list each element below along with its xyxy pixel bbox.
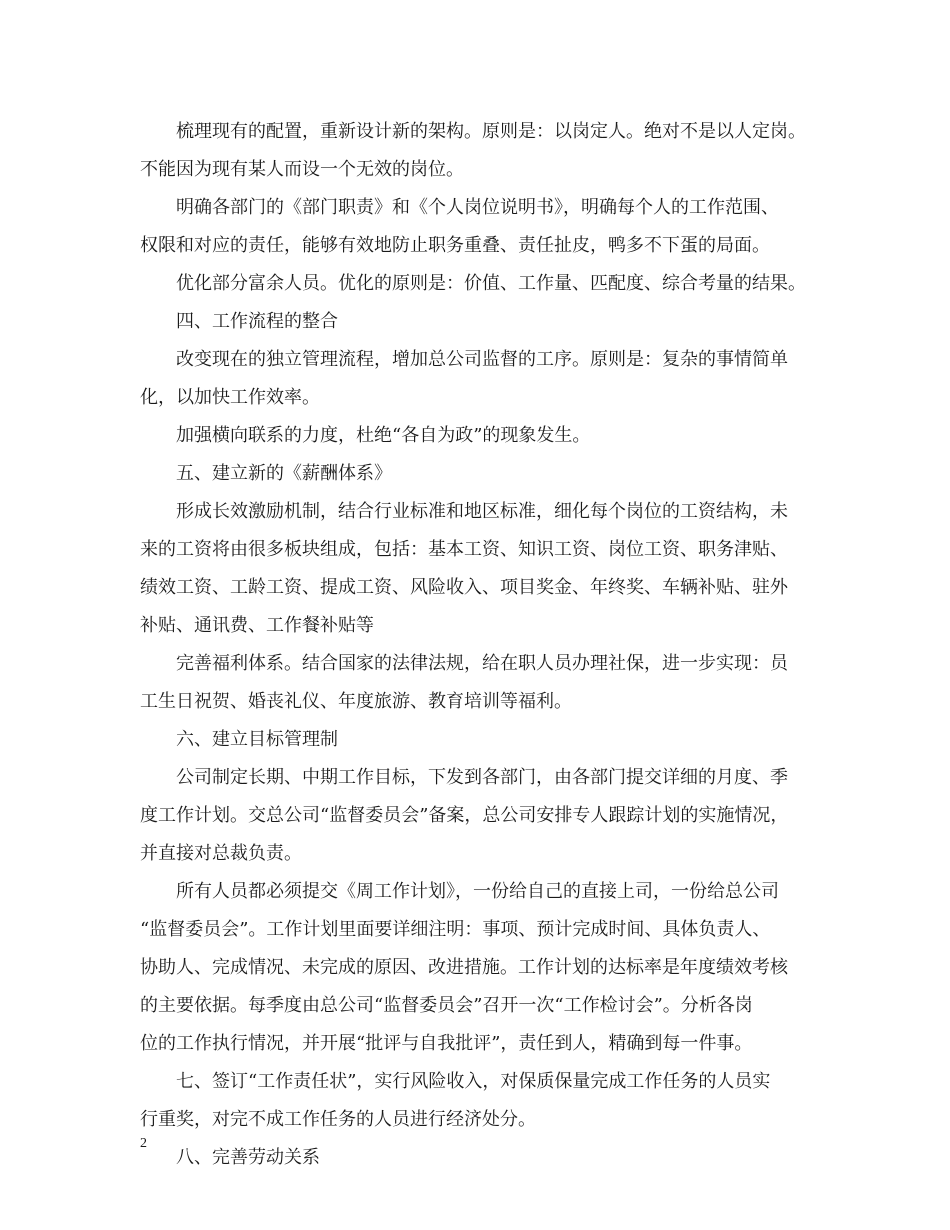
section-heading: 七、签订“工作责任状”，实行风险收入，对保质保量完成工作任务的人员实 [176, 1071, 771, 1092]
paragraph-line: 的主要依据。每季度由总公司“监督委员会”召开一次“工作检讨会”。分析各岗 [140, 995, 753, 1016]
page-number: 2 [140, 1136, 147, 1151]
paragraph-line: 改变现在的独立管理流程，增加总公司监督的工序。原则是：复杂的事情简单 [176, 349, 788, 370]
paragraph-line: 行重奖，对完不成工作任务的人员进行经济处分。 [140, 1109, 536, 1130]
paragraph-line: 绩效工资、工龄工资、提成工资、风险收入、项目奖金、年终奖、车辆补贴、驻外 [140, 577, 788, 598]
paragraph-line: 完善福利体系。结合国家的法律法规，给在职人员办理社保，进一步实现：员 [176, 653, 788, 674]
document-body [140, 113, 820, 1177]
paragraph-line: 加强横向联系的力度，杜绝“各自为政”的现象发生。 [176, 425, 591, 446]
paragraph-line: 来的工资将由很多板块组成，包括：基本工资、知识工资、岗位工资、职务津贴、 [140, 539, 788, 560]
paragraph-line: 所有人员都必须提交《周工作计划》，一份给自己的直接上司，一份给总公司 [176, 881, 779, 902]
paragraph-line: 位的工作执行情况，并开展“批评与自我批评”，责任到人，精确到每一件事。 [140, 1033, 753, 1054]
paragraph-line: 不能因为现有某人而设一个无效的岗位。 [140, 159, 464, 180]
paragraph-line: 并直接对总裁负责。 [140, 843, 302, 864]
paragraph-line: 化，以加快工作效率。 [140, 387, 320, 408]
paragraph-line: 公司制定长期、中期工作目标，下发到各部门，由各部门提交详细的月度、季 [176, 767, 788, 788]
section-heading: 八、完善劳动关系 [176, 1147, 320, 1168]
paragraph-line: 权限和对应的责任，能够有效地防止职务重叠、责任扯皮，鸭多不下蛋的局面。 [140, 235, 770, 256]
paragraph-line: 工生日祝贺、婚丧礼仪、年度旅游、教育培训等福利。 [140, 691, 572, 712]
paragraph-line: “监督委员会”。工作计划里面要详细注明：事项、预计完成时间、具体负责人、 [140, 919, 771, 940]
paragraph-line: 协助人、完成情况、未完成的原因、改进措施。工作计划的达标率是年度绩效考核 [140, 957, 788, 978]
section-heading: 四、工作流程的整合 [176, 311, 338, 332]
paragraph-line: 补贴、通讯费、工作餐补贴等 [140, 615, 374, 636]
paragraph-line: 梳理现有的配置，重新设计新的架构。原则是：以岗定人。绝对不是以人定岗。 [176, 121, 806, 142]
paragraph-line: 形成长效激励机制，结合行业标准和地区标准，细化每个岗位的工资结构，未 [176, 501, 788, 522]
section-heading: 六、建立目标管理制 [176, 729, 338, 750]
paragraph-line: 优化部分富余人员。优化的原则是：价值、工作量、匹配度、综合考量的结果。 [176, 273, 806, 294]
paragraph-line: 明确各部门的《部门职责》和《个人岗位说明书》，明确每个人的工作范围、 [176, 197, 779, 218]
section-heading: 五、建立新的《薪酬体系》 [176, 463, 392, 484]
paragraph-line: 度工作计划。交总公司“监督委员会”备案，总公司安排专人跟踪计划的实施情况， [140, 805, 789, 826]
